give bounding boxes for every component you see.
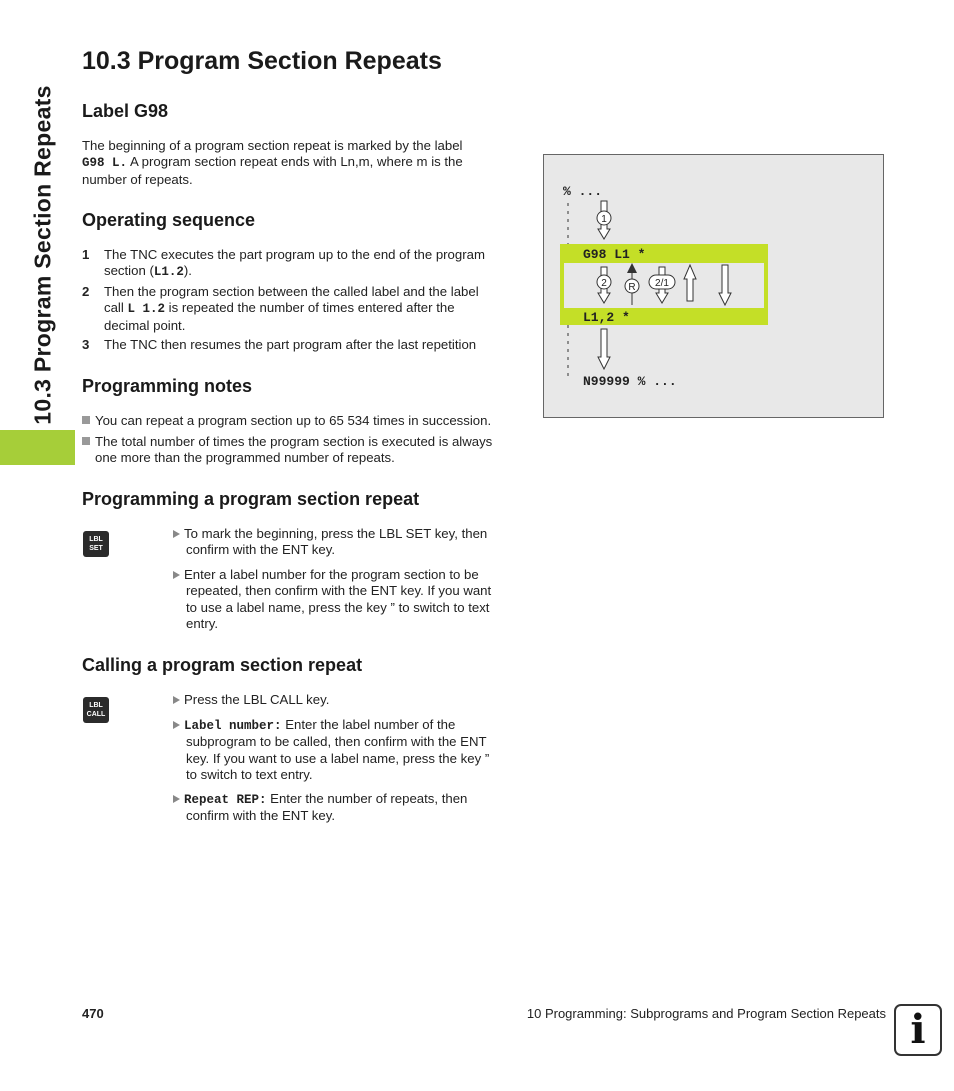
step-3-text: The TNC then resumes the part program after the last repetition	[104, 337, 477, 352]
program-repeat-diagram	[543, 154, 884, 418]
note-item: You can repeat a program section up to 65 534 times in succession.	[82, 413, 532, 429]
marker-label-21: 2/1	[655, 278, 669, 289]
heading-programming-notes: Programming notes	[82, 376, 253, 396]
arrow-right-icon	[173, 721, 180, 729]
code-g98-l: G98 L.	[82, 156, 128, 171]
instruction-item: Label number: Enter the label number of the subprogram to be called, then confirm with the ENT key. If you want to use a label name, press the key ” to switch to text entry.	[173, 717, 533, 783]
page-number: 470	[82, 1006, 104, 1021]
arrow-right-icon	[173, 571, 180, 579]
instruction-item: To mark the beginning, press the LBL SET key, then confirm with the ENT key.	[173, 526, 533, 559]
bullet-square-icon	[82, 437, 90, 445]
marker-label-1: 1	[601, 214, 607, 225]
chapter-tab-marker	[0, 430, 75, 465]
side-chapter-title: 10.3 Program Section Repeats	[29, 85, 56, 425]
lbl-call-key-icon: LBL CALL	[83, 697, 109, 723]
step-1-text: The TNC executes the part program up to the end of the program section (L1.2).	[104, 247, 485, 280]
marker-label-2: 2	[601, 278, 607, 289]
hollow-arrow-down-icon	[598, 329, 610, 369]
instruction-item: Repeat REP: Enter the number of repeats, then confirm with the ENT key.	[173, 791, 533, 825]
step-number-1: 1	[82, 247, 90, 262]
code-line-end: N99999 % ...	[583, 374, 677, 389]
note-item: The total number of times the program section is executed is always one more than the programmed number of repeats.	[82, 434, 532, 467]
diagram-svg	[544, 155, 883, 417]
arrow-right-icon	[173, 696, 180, 704]
info-icon: i	[894, 1004, 942, 1056]
arrow-right-icon	[173, 530, 180, 538]
heading-calling-repeat: Calling a program section repeat	[82, 655, 363, 675]
code-line-call: L1,2 *	[583, 310, 630, 325]
instruction-item: Enter a label number for the program section to be repeated, then confirm with the ENT key. If you want to use a label name, press the key ” to switch to text entry.	[173, 567, 533, 632]
code-line-label: G98 L1 *	[583, 247, 646, 262]
bullet-square-icon	[82, 416, 90, 424]
page-title: 10.3 Program Section Repeats	[82, 47, 442, 75]
footer-chapter-title: 10 Programming: Subprograms and Program Section Repeats	[526, 1006, 886, 1021]
heading-operating-sequence: Operating sequence	[82, 210, 256, 230]
heading-programming-repeat: Programming a program section repeat	[82, 489, 420, 509]
step-2-text: Then the program section between the called label and the label call L 1.2 is repeated the number of times entered after the decimal point.	[104, 284, 479, 333]
instruction-item: Press the LBL CALL key.	[173, 692, 533, 708]
lbl-set-key-icon: LBL SET	[83, 531, 109, 557]
step-number-2: 2	[82, 284, 90, 299]
arrow-right-icon	[173, 795, 180, 803]
code-line-start: % ...	[563, 184, 603, 199]
label-g98-paragraph: The beginning of a program section repeat is marked by the label G98 L. A program section repeat ends with Ln,m, where m is the number of repeats.	[82, 138, 463, 187]
heading-label-g98: Label G98	[82, 101, 169, 121]
step-number-3: 3	[82, 337, 90, 352]
marker-label-r: R	[628, 282, 636, 293]
